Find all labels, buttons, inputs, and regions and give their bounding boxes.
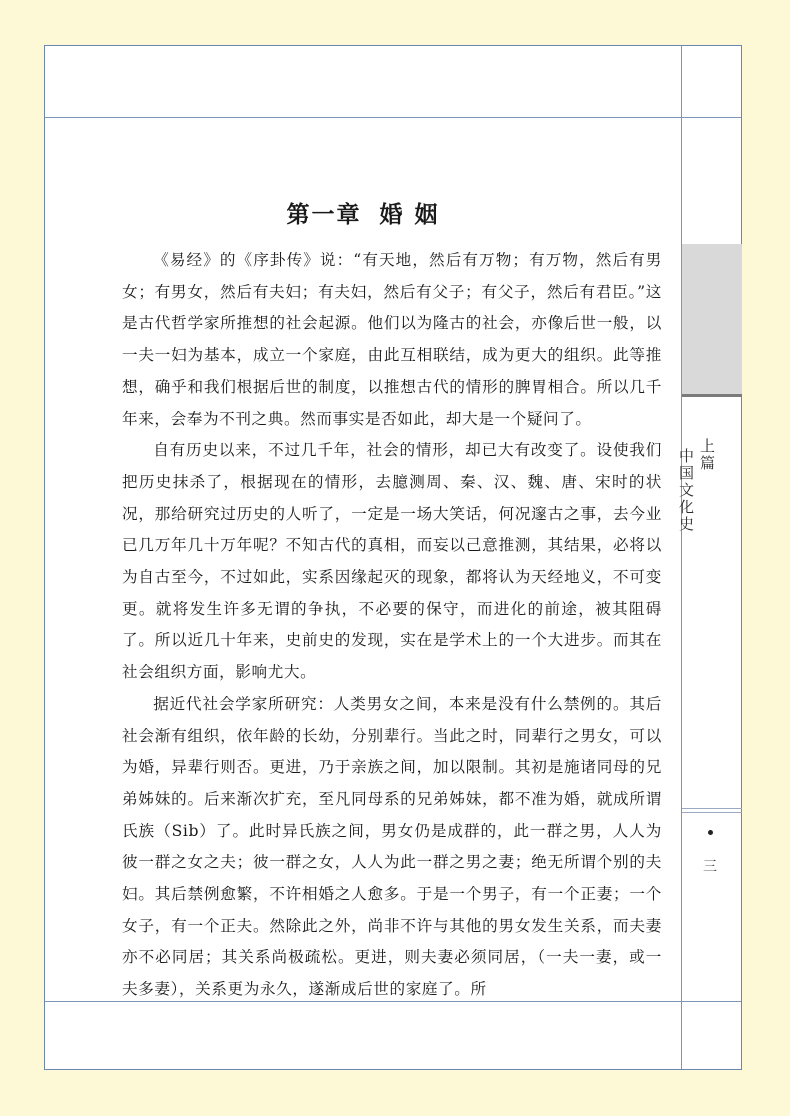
chapter-name: 婚 姻 bbox=[379, 202, 440, 228]
side-tab-bar bbox=[682, 394, 742, 397]
margin-rule bbox=[681, 46, 682, 1069]
paragraph: 自有历史以来，不过几千年，社会的情形，却已大有改变了。设使我们把历史抹杀了，根据现在的情形，去臆测周、秦、汉、魏、唐、宋时的状况，那给研究过历史的人听了，一定是一场大笑话，何况邃古之事，去今业已几万年几十万年呢？不知古代的真相，而妄以己意推测，其结果，必将以为自古至今，不过如此，实系因缘起灭的现象，都将认为天经地义，不可变更。就将发生许多无谓的争执，不必要的保守，而进化的前途，被其阻碍了。所以近几十年来，史前史的发现，实在是学术上的一个大进步。而其在社会组织方面，影响尤大。 bbox=[122, 441, 662, 682]
header-rule bbox=[45, 117, 741, 118]
side-tab bbox=[682, 244, 742, 394]
body-text bbox=[122, 245, 662, 1006]
running-head-part: 上篇 bbox=[698, 438, 716, 472]
bullet-dot bbox=[708, 830, 713, 835]
chapter-title bbox=[45, 196, 681, 229]
book-page bbox=[44, 45, 742, 1070]
side-divider bbox=[682, 812, 742, 813]
paragraph: 《易经》的《序卦传》说：“有天地，然后有万物；有万物，然后有男女；有男女，然后有夫妇；有夫妇，然后有父子；有父子，然后有君臣。”这是古代哲学家所推想的社会起源。他们以为隆古的社会，亦像后世一般，以一夫一妇为基本，成立一个家庭，由此互相联结，成为更大的组织。此等推想，确乎和我们根据后世的制度，以推想古代的情形的脾胃相合。所以几千年来，会奉为不刊之典。然而事实是否如此，却大是一个疑问了。 bbox=[122, 251, 662, 428]
side-divider bbox=[682, 808, 742, 809]
page-number: 三 bbox=[703, 859, 717, 875]
running-head-book: 中国文化史 bbox=[677, 448, 695, 533]
paragraph: 据近代社会学家所研究：人类男女之间，本来是没有什么禁例的。其后社会渐有组织，依年龄的长幼，分别辈行。当此之时，同辈行之男女，可以为婚，异辈行则否。更进，乃于亲族之间，加以限制。其初是施诸同母的兄弟姊妹的。后来渐次扩充，至凡同母系的兄弟姊妹，都不准为婚，就成所谓氏族（Sib）了。此时异氏族之间，男女仍是成群的，此一群之男，人人为彼一群之女之夫；彼一群之女，人人为此一群之男之妻；绝无所谓个别的夫妇。其后禁例愈繁，不许相婚之人愈多。于是一个男子，有一个正妻；一个女子，有一个正夫。然除此之外，尚非不许与其他的男女发生关系，而夫妻亦不必同居；其关系尚极疏松。更进，则夫妻必须同居，（一夫一妻，或一夫多妻），关系更为永久，遂渐成后世的家庭了。所 bbox=[122, 694, 662, 999]
running-head bbox=[677, 438, 718, 533]
chapter-number: 第一章 bbox=[286, 202, 362, 228]
